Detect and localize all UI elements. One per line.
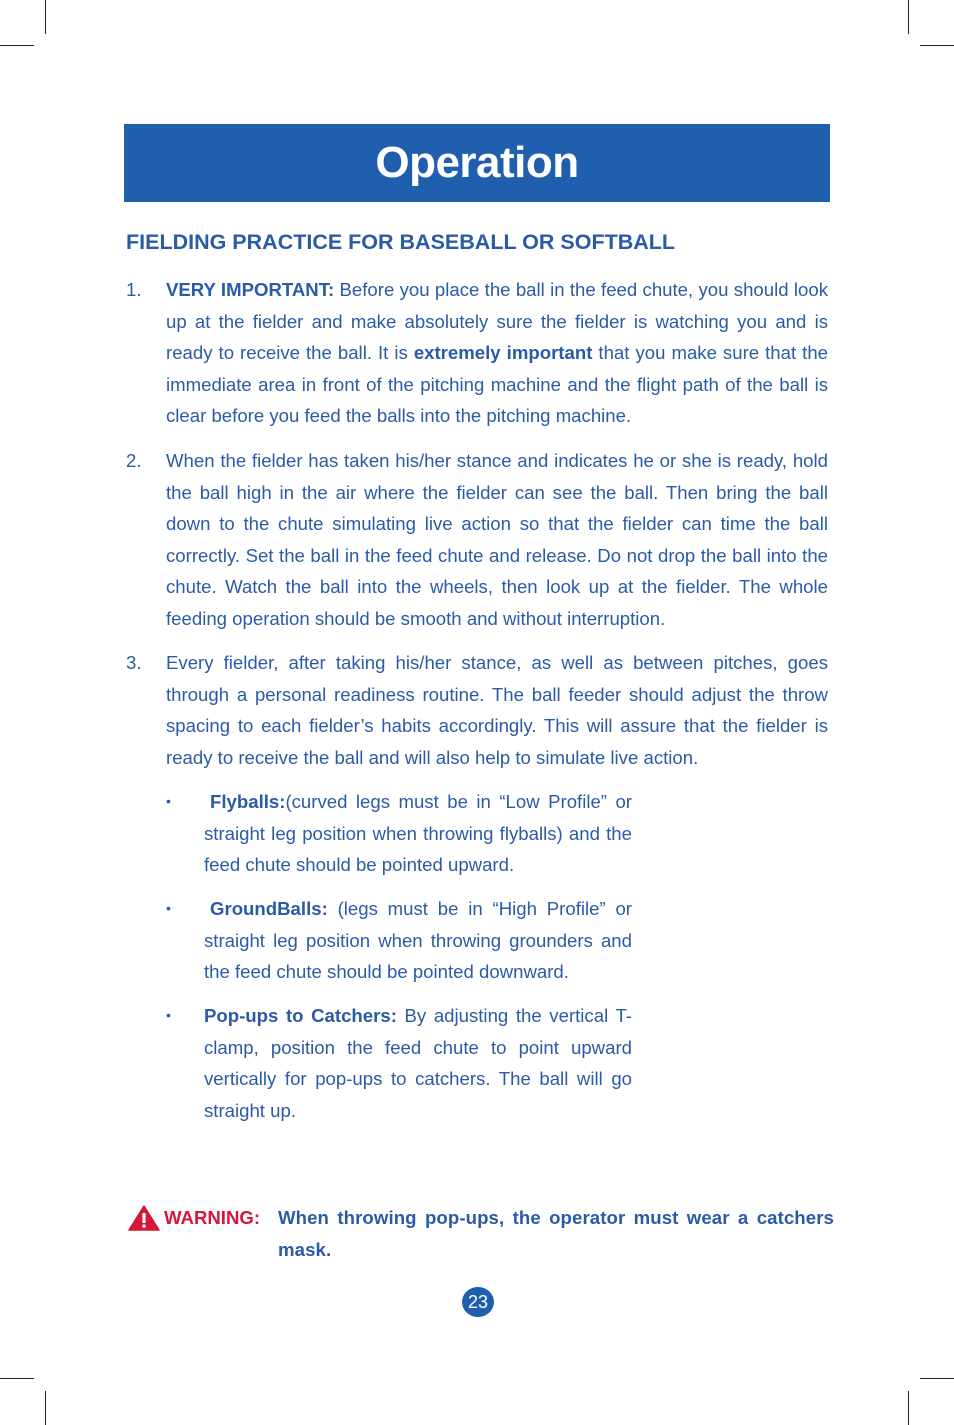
bullet-label: GroundBalls: — [210, 898, 328, 919]
crop-mark — [920, 1378, 954, 1379]
warning-text: When throwing pop-ups, the operator must wear a catchers mask. — [278, 1207, 834, 1260]
page-title: Operation — [375, 138, 579, 187]
bullet-text — [204, 893, 632, 988]
bullet-body: (curved legs must be in “Low Profile” or straight leg position when throwing flyballs) and the feed chute should be pointed upward. — [204, 791, 632, 876]
crop-mark — [908, 0, 909, 34]
bullet-marker: • — [166, 1007, 171, 1023]
list-item — [126, 647, 828, 773]
crop-mark — [920, 45, 954, 46]
item-number: 2. — [126, 450, 142, 471]
bullet-label: Flyballs: — [210, 791, 286, 812]
bullet-item — [166, 893, 632, 988]
warning-triangle-icon — [128, 1205, 160, 1231]
section-title: FIELDING PRACTICE FOR BASEBALL OR SOFTBALL — [126, 230, 676, 254]
bullet-body: By adjusting the vertical T-clamp, position the feed chute to point upward vertically for pop-ups to catchers. The ball will go straight up. — [204, 1005, 632, 1121]
bullet-label: Pop-ups to Catchers: — [204, 1005, 397, 1026]
item-number: 1. — [126, 279, 142, 300]
bullet-body: (legs must be in “High Profile” or straight leg position when throwing grounders and the feed chute should be pointed downward. — [204, 898, 632, 983]
page-header-banner — [124, 124, 830, 202]
bullet-text — [204, 1000, 632, 1126]
bullet-text — [204, 786, 632, 881]
warning-box — [128, 1202, 834, 1265]
bullet-item — [166, 1000, 632, 1126]
list-item — [126, 274, 828, 432]
bullet-item — [166, 786, 632, 881]
item-text-part: Before you place the ball in the feed chute, you should look up at the fielder and make absolutely sure the fielder is watching you and is ready to receive the ball. It is — [166, 279, 828, 364]
bullet-marker: • — [166, 793, 171, 809]
crop-mark — [0, 45, 34, 46]
item-text-part: that you make sure that the immediate area in front of the pitching machine and the flight path of the ball is clear before you feed the balls into the pitching machine. — [166, 342, 829, 427]
item-text: When the fielder has taken his/her stance and indicates he or she is ready, hold the ball high in the air where the fielder can see the ball. Then bring the ball down to the chute simulating live action so that the fielder can time the ball correctly. Set the ball in the feed chute and release. Do not drop the ball into the chute. Watch the ball into the wheels, then look up at the fielder. The whole feeding operation should be smooth and without interruption. — [166, 450, 828, 629]
item-text — [166, 274, 828, 432]
item-text: Every fielder, after taking his/her stance, as well as between pitches, goes through a personal readiness routine. The ball feeder should adjust the throw spacing to each fielder’s habits accordingly. This will assure that the fielder is ready to receive the ball and will also help to simulate live action. — [166, 652, 828, 768]
list-item — [126, 445, 828, 635]
bullet-marker: • — [166, 900, 171, 916]
warning-label: WARNING: — [164, 1207, 261, 1228]
item-number: 3. — [126, 652, 142, 673]
important-label: VERY IMPORTANT: — [166, 279, 335, 300]
crop-mark — [908, 1391, 909, 1425]
crop-mark — [0, 1378, 34, 1379]
page-number: 23 — [462, 1287, 494, 1317]
crop-mark — [45, 0, 46, 34]
emphasis-text: extremely important — [413, 342, 593, 364]
crop-mark — [45, 1391, 46, 1425]
